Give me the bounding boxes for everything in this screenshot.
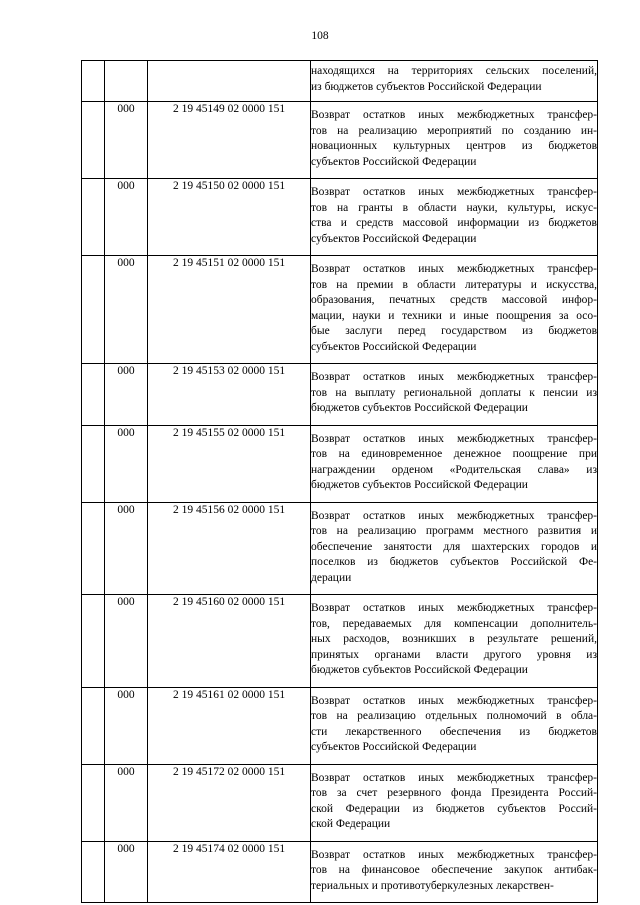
description-line: субъектов Российской Федерации (311, 155, 477, 168)
description-cell (311, 102, 598, 179)
administrator-code-cell: 000 (105, 502, 148, 595)
description-text (311, 364, 597, 425)
row-empty-cell (82, 179, 105, 256)
table-row (82, 179, 598, 256)
description-cell (311, 425, 598, 502)
table-body (82, 61, 598, 903)
description-text (311, 842, 597, 903)
description-cell (311, 502, 598, 595)
administrator-code-cell: 000 (105, 425, 148, 502)
table-row (82, 364, 598, 426)
table-row (82, 102, 598, 179)
description-line: Возврат остатков иных межбюджетных трансфер- (311, 848, 597, 861)
description-line: тов на реализацию программ местного развития и (311, 525, 597, 537)
description-line: из бюджетов субъектов Российской Федерации (311, 80, 542, 93)
row-empty-cell (82, 841, 105, 903)
description-line: тов на реализацию отдельных полномочий в обла- (311, 710, 597, 722)
budget-code-cell: 2 19 45160 02 0000 151 (148, 595, 311, 688)
administrator-code-cell: 000 (105, 595, 148, 688)
description-line: териальных и противотуберкулезных лекарствен- (311, 879, 554, 892)
description-text (311, 102, 597, 178)
table-row (82, 256, 598, 364)
description-line: субъектов Российской Федерации (311, 340, 477, 353)
description-line: ных расходов, возникших в результате решений, (311, 633, 597, 645)
budget-code-cell: 2 19 45161 02 0000 151 (148, 687, 311, 764)
description-text (311, 61, 597, 101)
description-line: тов на выплату региональной доплаты к пенсии из (311, 386, 597, 399)
description-cell (311, 61, 598, 102)
description-line: бюджетов субъектов Российской Федерации (311, 664, 528, 676)
budget-code-cell: 2 19 45155 02 0000 151 (148, 425, 311, 502)
budget-code-cell: 2 19 45149 02 0000 151 (148, 102, 311, 179)
administrator-code-cell: 000 (105, 841, 148, 903)
description-text (311, 688, 597, 764)
budget-code-cell: 2 19 45153 02 0000 151 (148, 364, 311, 426)
row-empty-cell (82, 61, 105, 102)
description-line: Возврат остатков иных межбюджетных трансфер- (311, 432, 597, 445)
table-row (82, 502, 598, 595)
description-line: обеспечение занятости для шахтерских городов и (311, 540, 597, 553)
description-line: награждении орденом «Родительская слава» из (311, 463, 597, 476)
description-text (311, 256, 597, 363)
description-cell (311, 256, 598, 364)
description-line: Возврат остатков иных межбюджетных трансфер- (311, 509, 597, 522)
row-empty-cell (82, 425, 105, 502)
administrator-code-cell: 000 (105, 256, 148, 364)
administrator-code-cell: 000 (105, 687, 148, 764)
description-line: субъектов Российской Федерации (311, 232, 477, 245)
description-line: Возврат остатков иных межбюджетных трансфер- (311, 186, 597, 198)
description-line: тов за счет резервного фонда Президента Россий- (311, 787, 597, 799)
administrator-code-cell: 000 (105, 764, 148, 841)
description-line: находящихся на территориях сельских поселений, (311, 65, 597, 77)
description-text (311, 595, 597, 687)
description-line: субъектов Российской Федерации (311, 741, 477, 753)
table-row (82, 425, 598, 502)
description-line: Возврат остатков иных межбюджетных трансфер- (311, 371, 597, 383)
budget-code-cell: 2 19 45156 02 0000 151 (148, 502, 311, 595)
description-line: Возврат остатков иных межбюджетных трансфер- (311, 109, 597, 121)
description-line: дерации (311, 571, 352, 584)
description-line: поселков из бюджетов субъектов Российской Фе- (311, 556, 597, 568)
description-cell (311, 364, 598, 426)
description-line: ской Федерации из бюджетов субъектов Россий- (311, 802, 597, 815)
table-row (82, 61, 598, 102)
row-empty-cell (82, 256, 105, 364)
budget-code-cell: 2 19 45174 02 0000 151 (148, 841, 311, 903)
description-line: Возврат остатков иных межбюджетных трансфер- (311, 694, 597, 707)
budget-code-cell: 2 19 45151 02 0000 151 (148, 256, 311, 364)
row-empty-cell (82, 687, 105, 764)
budget-classification-table (81, 60, 598, 903)
administrator-code-cell (105, 61, 148, 102)
table-row (82, 595, 598, 688)
row-empty-cell (82, 364, 105, 426)
description-line: принятых органами власти другого уровня из (311, 648, 597, 661)
row-empty-cell (82, 502, 105, 595)
page-number: 108 (311, 30, 329, 42)
administrator-code-cell: 000 (105, 179, 148, 256)
description-cell (311, 687, 598, 764)
description-line: тов на гранты в области науки, культуры, искус- (311, 201, 597, 214)
description-line: тов на финансовое обеспечение закупок антибак- (311, 864, 597, 876)
description-line: бюджетов субъектов Российской Федерации (311, 402, 528, 414)
administrator-code-cell: 000 (105, 364, 148, 426)
budget-code-cell: 2 19 45172 02 0000 151 (148, 764, 311, 841)
description-line: новационных культурных центров из бюджетов (311, 140, 597, 152)
table-row (82, 764, 598, 841)
description-line: ства и средств массовой информации из бюджетов (311, 217, 597, 229)
description-text (311, 426, 597, 502)
description-line: Возврат остатков иных межбюджетных трансфер- (311, 771, 597, 784)
description-cell (311, 764, 598, 841)
description-line: мации, науки и техники и иные поощрения за осо- (311, 309, 597, 322)
description-line: ской Федерации (311, 818, 391, 830)
row-empty-cell (82, 102, 105, 179)
row-empty-cell (82, 764, 105, 841)
table-row (82, 687, 598, 764)
description-text (311, 503, 597, 595)
description-line: бые заслуги перед государством из бюджетов (311, 325, 597, 337)
administrator-code-cell: 000 (105, 102, 148, 179)
description-line: Возврат остатков иных межбюджетных трансфер- (311, 263, 597, 275)
row-empty-cell (82, 595, 105, 688)
description-line: тов на премии в области литературы и искусства, (311, 278, 597, 291)
description-text (311, 179, 597, 255)
description-line: тов, передаваемых для компенсации дополнитель- (311, 617, 597, 630)
description-cell (311, 841, 598, 903)
table-row (82, 841, 598, 903)
description-cell (311, 595, 598, 688)
description-cell (311, 179, 598, 256)
description-line: сти лекарственного обеспечения из бюджетов (311, 725, 597, 738)
description-text (311, 765, 597, 841)
description-line: тов на единовременное денежное поощрение при (311, 448, 597, 460)
budget-code-cell (148, 61, 311, 102)
budget-code-cell: 2 19 45150 02 0000 151 (148, 179, 311, 256)
description-line: образования, печатных средств массовой инфор- (311, 294, 597, 306)
description-line: бюджетов субъектов Российской Федерации (311, 479, 528, 491)
description-line: Возврат остатков иных межбюджетных трансфер- (311, 602, 597, 614)
description-line: тов на реализацию мероприятий по созданию ин- (311, 124, 597, 137)
